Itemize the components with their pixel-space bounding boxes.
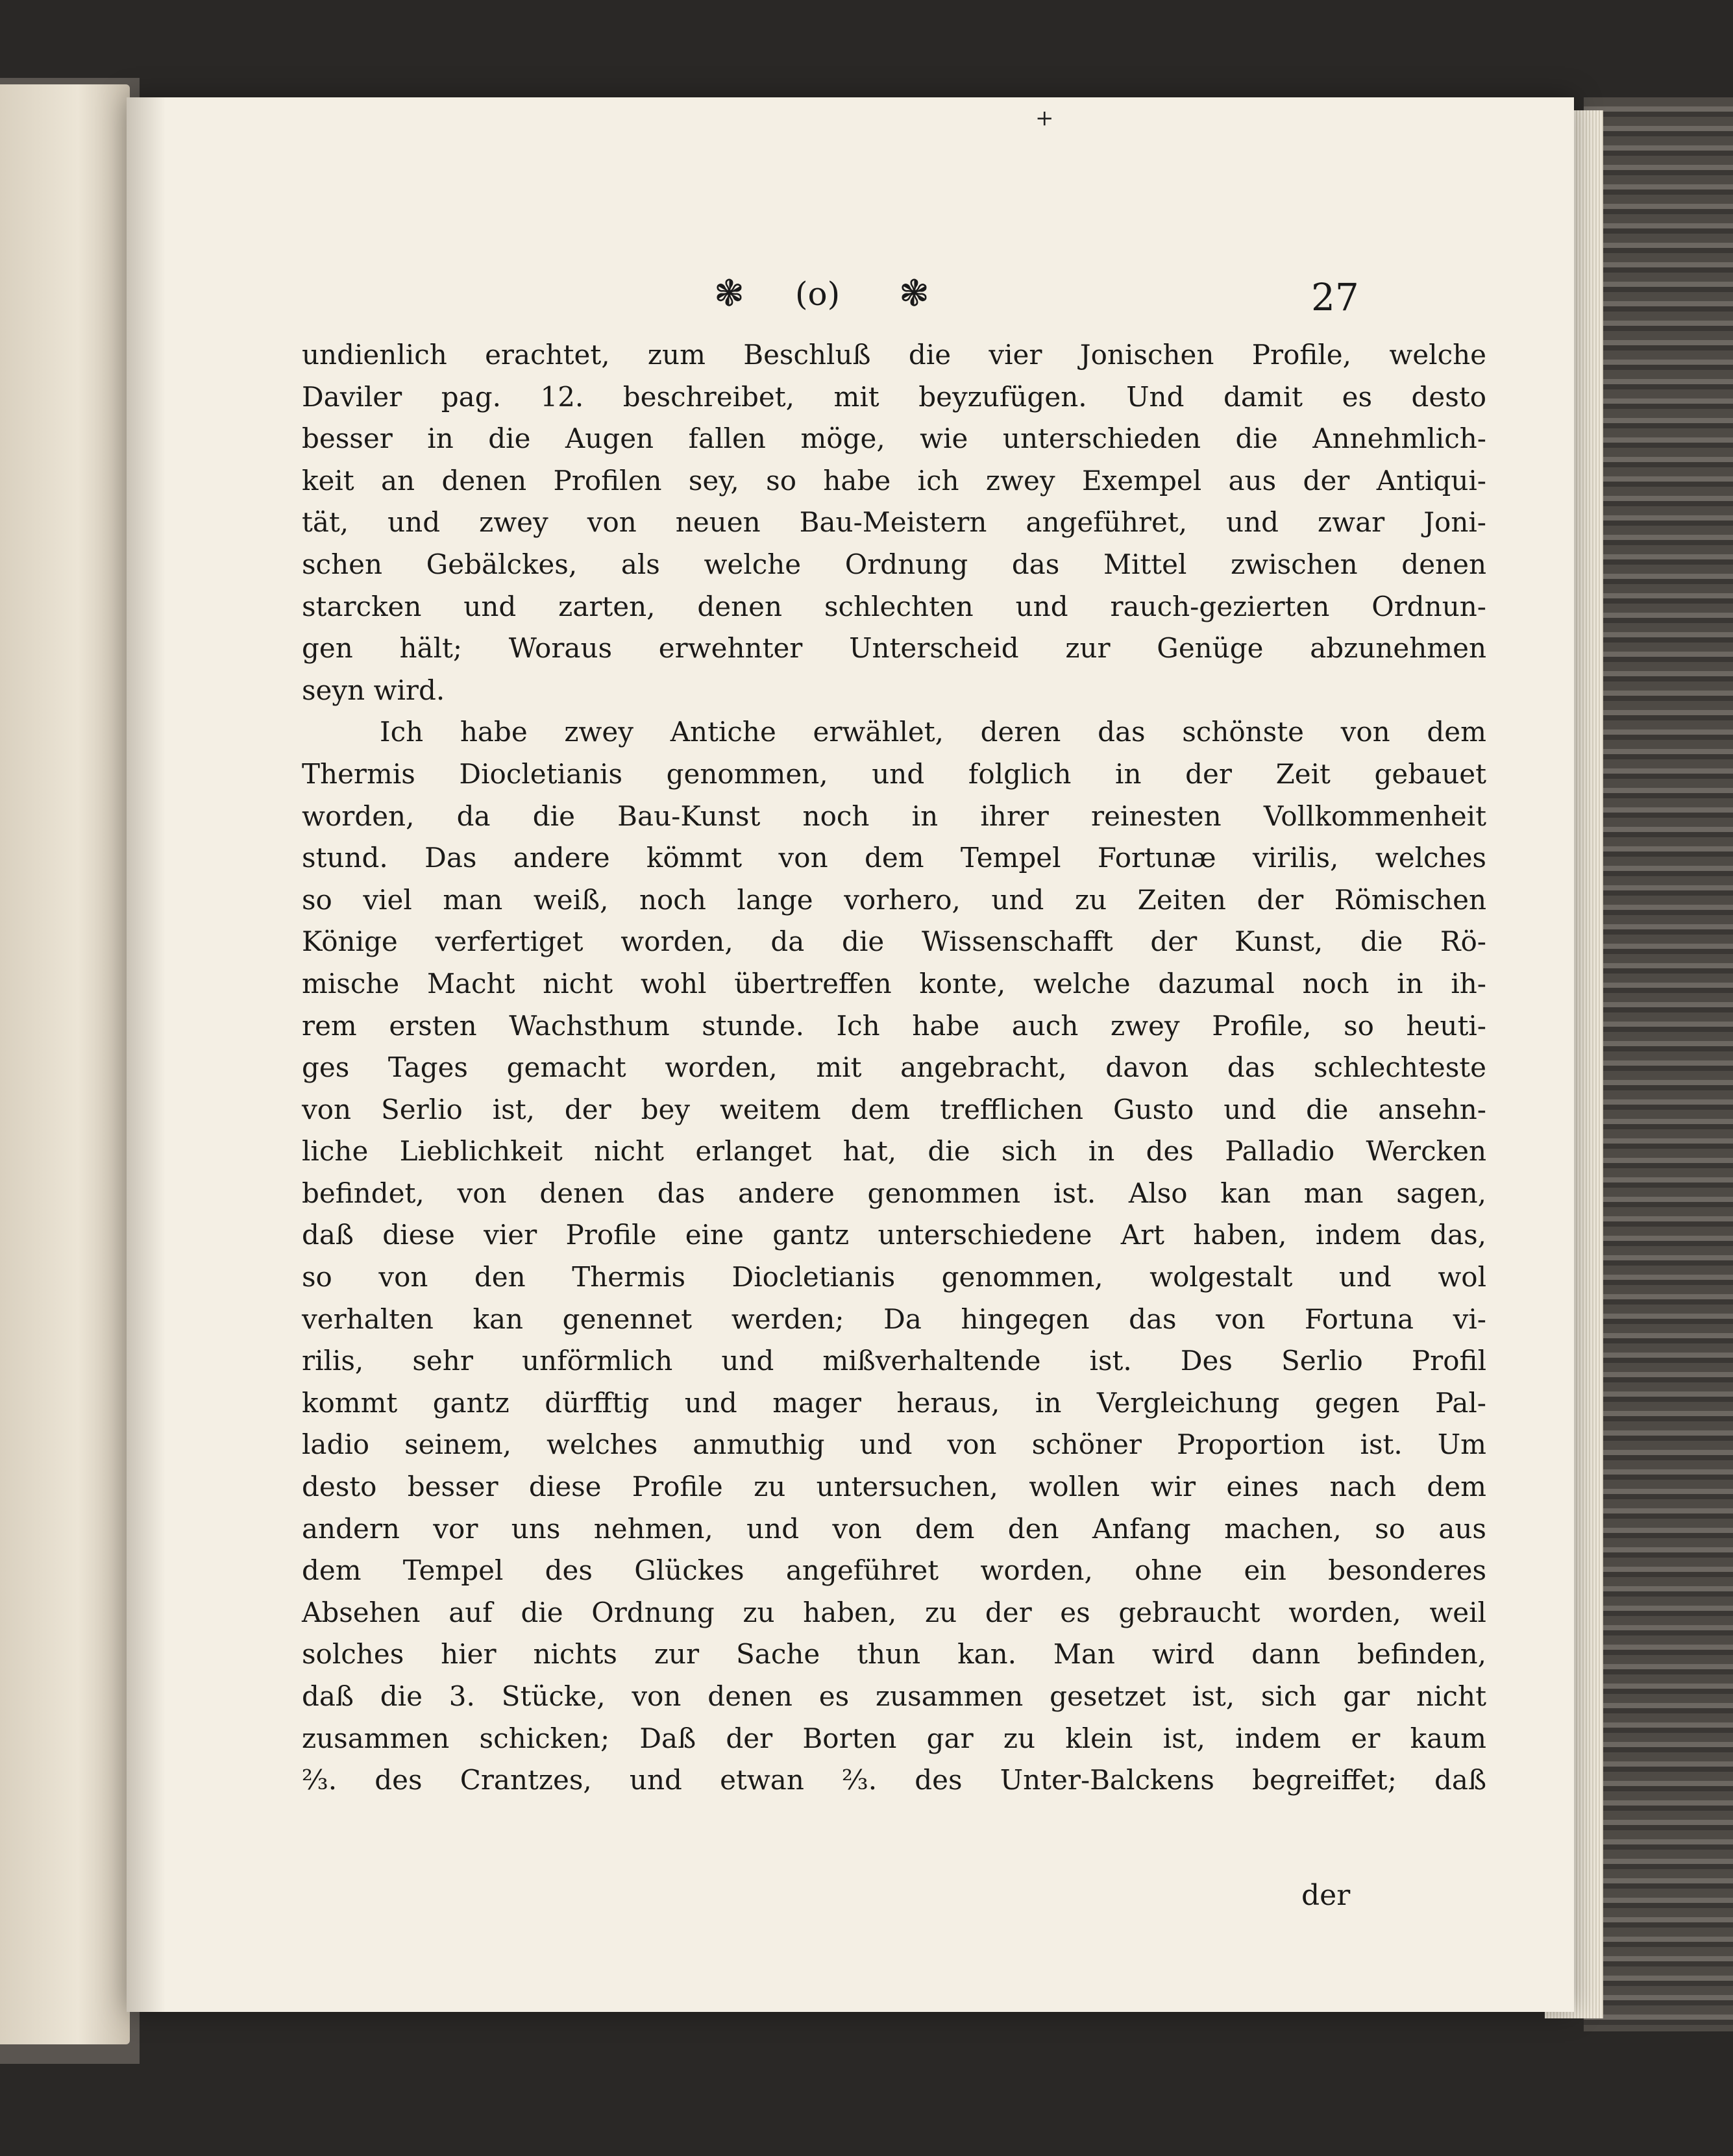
text-line: tät, und zwey von neuen Bau-Meistern angeführet, und zwar Joni-	[302, 506, 1486, 539]
text-line: befindet, von denen das andere genommen ist. Also kan man sagen,	[302, 1177, 1486, 1209]
text-line: so viel man weiß, noch lange vorhero, und zu Zeiten der Römischen	[302, 883, 1486, 916]
left-page-edge	[0, 84, 130, 2044]
text-line: von Serlio ist, der bey weitem dem trefflichen Gusto und die ansehn-	[302, 1093, 1486, 1125]
text-line: seyn wird.	[302, 674, 445, 706]
text-line: rilis, sehr unförmlich und mißverhaltende ist. Des Serlio Profil	[302, 1345, 1486, 1377]
text-line: verhalten kan genennet werden; Da hingegen das von Fortuna vi-	[302, 1303, 1486, 1335]
text-line: Ich habe zwey Antiche erwählet, deren das schönste von dem	[380, 716, 1486, 748]
book-cover-right	[1584, 97, 1733, 2031]
text-line: besser in die Augen fallen möge, wie unterschieden die Annehmlich-	[302, 423, 1486, 455]
text-line: dem Tempel des Glückes angeführet worden, ohne ein besonderes	[302, 1554, 1486, 1587]
text-line: liche Lieblichkeit nicht erlanget hat, die sich in des Palladio Wercken	[302, 1135, 1486, 1168]
body-text	[302, 334, 1486, 1802]
text-line: daß die 3. Stücke, von denen es zusammen gesetzet ist, sich gar nicht	[302, 1680, 1486, 1712]
page-number: 27	[1311, 275, 1359, 319]
signature-mark: +	[1035, 105, 1054, 131]
text-line: Könige verfertiget worden, da die Wissenschafft der Kunst, die Rö-	[302, 925, 1486, 958]
text-line: kommt gantz dürfftig und mager heraus, in Vergleichung gegen Pal-	[302, 1386, 1486, 1419]
text-line: schen Gebälckes, als welche Ordnung das Mittel zwischen denen	[302, 548, 1486, 580]
catchword: der	[1301, 1879, 1351, 1912]
text-line: keit an denen Profilen sey, so habe ich zwey Exempel aus der Antiqui-	[302, 464, 1486, 496]
text-line: Thermis Diocletianis genommen, und folglich in der Zeit gebauet	[302, 757, 1486, 790]
text-line: ladio seinem, welches anmuthig und von schöner Proportion ist. Um	[302, 1428, 1486, 1461]
text-line: worden, da die Bau-Kunst noch in ihrer reinesten Vollkommenheit	[302, 800, 1486, 832]
text-line: daß diese vier Profile eine gantz unterschiedene Art haben, indem das,	[302, 1219, 1486, 1251]
book-page	[127, 97, 1574, 2012]
page-gutter	[127, 97, 166, 2012]
text-line: desto besser diese Profile zu untersuchen, wollen wir eines nach dem	[302, 1471, 1486, 1503]
text-line: rem ersten Wachsthum stunde. Ich habe auch zwey Profile, so heuti-	[302, 1009, 1486, 1042]
flower-ornament-icon: ❃	[899, 273, 929, 315]
text-line: starcken und zarten, denen schlechten und rauch-gezierten Ordnun-	[302, 590, 1486, 622]
header-signum: (o)	[795, 275, 841, 313]
text-line: ges Tages gemacht worden, mit angebracht, davon das schlechteste	[302, 1051, 1486, 1084]
page-header	[127, 273, 1574, 318]
text-line: gen hält; Woraus erwehnter Unterscheid zur Genüge abzunehmen	[302, 632, 1486, 665]
text-line: zusammen schicken; Daß der Borten gar zu klein ist, indem er kaum	[302, 1722, 1486, 1754]
text-line: ⅔. des Crantzes, und etwan ⅔. des Unter-Balckens begreiffet; daß	[302, 1764, 1486, 1796]
text-line: Absehen auf die Ordnung zu haben, zu der es gebraucht worden, weil	[302, 1596, 1486, 1628]
text-line: Daviler pag. 12. beschreibet, mit beyzufügen. Und damit es desto	[302, 380, 1486, 413]
text-line: undienlich erachtet, zum Beschluß die vier Jonischen Profile, welche	[302, 339, 1486, 371]
flower-ornament-icon: ❃	[714, 273, 744, 315]
text-line: so von den Thermis Diocletianis genommen, wolgestalt und wol	[302, 1261, 1486, 1293]
text-line: solches hier nichts zur Sache thun kan. Man wird dann befinden,	[302, 1638, 1486, 1671]
text-line: mische Macht nicht wohl übertreffen konte, welche dazumal noch in ih-	[302, 967, 1486, 999]
text-line: stund. Das andere kömmt von dem Tempel Fortunæ virilis, welches	[302, 842, 1486, 874]
text-line: andern vor uns nehmen, und von dem den Anfang machen, so aus	[302, 1512, 1486, 1545]
